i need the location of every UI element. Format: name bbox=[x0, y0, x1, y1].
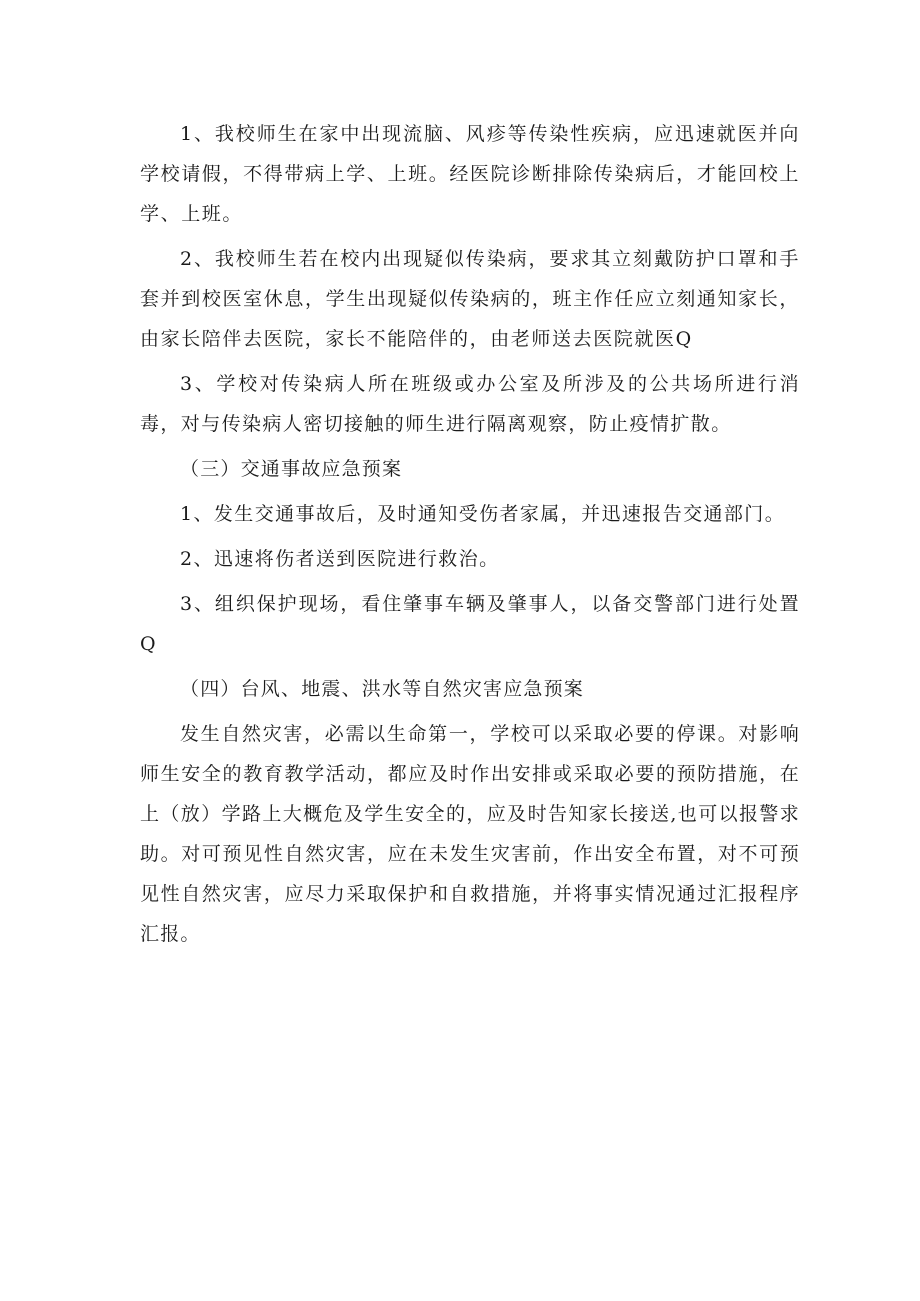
paragraph-disease-at-home: 1、我校师生在家中出现流脑、风疹等传染性疾病，应迅速就医并向学校请假，不得带病上学、上班。经医院诊断排除传染病后，才能回校上学、上班。 bbox=[140, 123, 800, 225]
paragraph-natural-disaster: 发生自然灾害，必需以生命第一，学校可以采取必要的停课。对影响师生安全的教育教学活动，都应及时作出安排或采取必要的预防措施，在上（放）学路上大概危及学生安全的，应及时告知家长接送,也可以报警求助。对可预见性自然灾害，应在未发生灾害前，作出安全布置，对不可预见性自然灾害，应尽力采取保护和自救措施，并将事实情况通过汇报程序汇报。 bbox=[140, 723, 800, 945]
paragraph-disinfection: 3、学校对传染病人所在班级或办公室及所涉及的公共场所进行消毒，对与传染病人密切接触的师生进行隔离观察，防止疫情扩散。 bbox=[140, 373, 800, 435]
document-body bbox=[140, 114, 800, 959]
paragraph-traffic-scene: 3、组织保护现场，看住肇事车辆及肇事人，以备交警部门进行处置Q bbox=[140, 593, 800, 655]
section-heading-natural-disaster: （四）台风、地震、洪水等自然灾害应急预案 bbox=[180, 678, 585, 700]
paragraph-traffic-hospital: 2、迅速将伤者送到医院进行救治。 bbox=[180, 548, 500, 570]
paragraph-disease-at-school: 2、我校师生若在校内出现疑似传染病，要求其立刻戴防护口罩和手套并到校医室休息，学生出现疑似传染病的，班主作任应立刻通知家长，由家长陪伴去医院，家长不能陪伴的，由老师送去医院就医Q bbox=[140, 248, 800, 350]
section-heading-traffic-accident: （三）交通事故应急预案 bbox=[180, 458, 403, 480]
paragraph-traffic-notify: 1、发生交通事故后，及时通知受伤者家属，并迅速报告交通部门。 bbox=[180, 503, 786, 525]
